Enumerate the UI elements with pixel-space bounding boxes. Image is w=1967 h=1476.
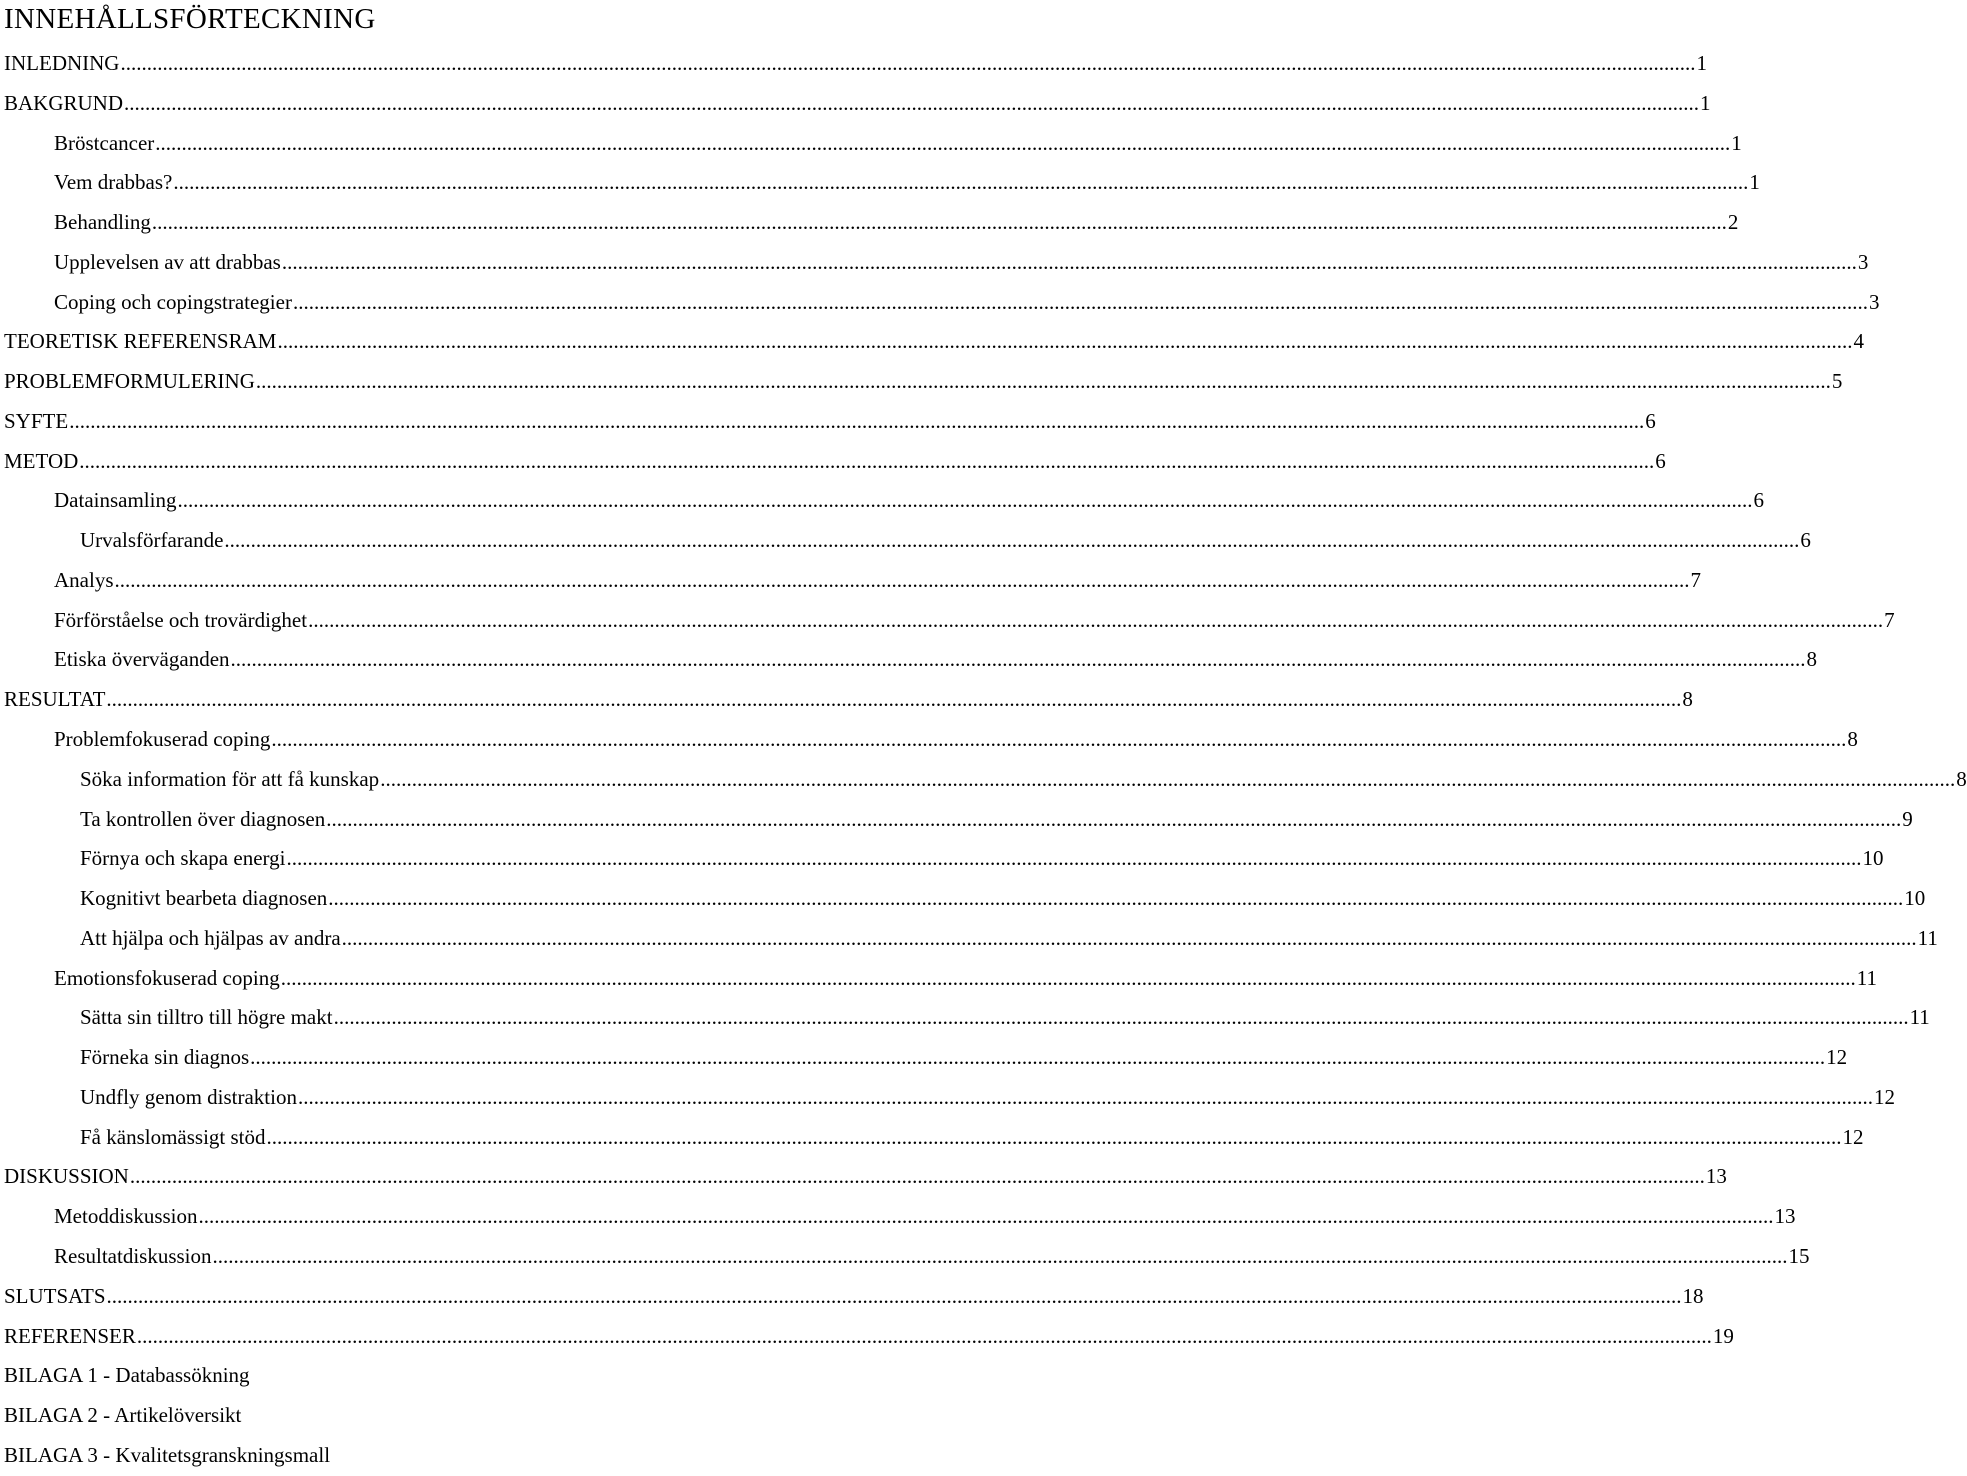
toc-entry[interactable] [0,1277,1704,1317]
toc-entry-page-number: 8 [1956,766,1967,791]
toc-entry-label: Coping och copingstrategier [54,289,292,314]
toc-entry-label: Urvalsförfarande [80,528,224,553]
toc-dot-leader: ............................................................................................................................................................................................................................................................................................................ [326,806,1902,831]
toc-dot-leader: ............................................................................................................................................................................................................................................................................................................ [224,528,1800,553]
toc-entry-label: Behandling [54,210,151,235]
toc-dot-leader: ............................................................................................................................................................................................................................................................................................................ [106,687,1682,712]
toc-entry-page-number: 6 [1645,408,1656,433]
toc-dot-leader: ............................................................................................................................................................................................................................................................................................................ [333,1005,1909,1030]
toc-entry[interactable] [0,521,1811,561]
toc-entry-page-number: 12 [1842,1124,1864,1149]
toc-entry-page-number: 4 [1853,329,1864,354]
toc-entry[interactable] [0,402,1656,442]
toc-entry-page-number: 11 [1917,925,1938,950]
toc-entry-label: Sätta sin tilltro till högre makt [80,1005,333,1030]
toc-entry-page-number: 19 [1712,1323,1734,1348]
toc-entry-page-number: 13 [1705,1164,1727,1189]
toc-entry[interactable] [0,601,1895,641]
toc-dot-leader: ............................................................................................................................................................................................................................................................................................................ [114,567,1690,592]
toc-entry-page-number: 12 [1826,1045,1848,1070]
toc-dot-leader: ............................................................................................................................................................................................................................................................................................................ [230,647,1806,672]
toc-dot-leader: ............................................................................................................................................................................................................................................................................................................ [129,1164,1705,1189]
toc-dot-leader: ............................................................................................................................................................................................................................................................................................................ [106,1283,1682,1308]
toc-dot-leader: ............................................................................................................................................................................................................................................................................................................ [286,846,1862,871]
toc-dot-leader: ............................................................................................................................................................................................................................................................................................................ [151,210,1727,235]
toc-entry[interactable] [0,203,1739,243]
toc-entry-label: Förnya och skapa energi [80,846,286,871]
toc-entry[interactable] [0,879,1926,919]
toc-entry-label: Problemfokuserad coping [54,727,271,752]
toc-entry-page-number: 3 [1857,249,1869,274]
toc-entry-page-number: 6 [1800,528,1811,553]
toc-dot-leader: ............................................................................................................................................................................................................................................................................................................ [120,51,1696,75]
toc-entry-label: Upplevelsen av att drabbas [54,249,281,274]
toc-entry-label: Förneka sin diagnos [80,1045,250,1070]
toc-entry[interactable] [0,1396,960,1436]
toc-entry-page-number: 6 [1655,448,1666,473]
toc-entry-page-number: 11 [1856,965,1877,990]
toc-entry-page-number: 13 [1774,1204,1796,1229]
toc-entry-page-number: 1 [1749,170,1760,195]
toc-entry-page-number: 2 [1727,210,1739,235]
toc-entry[interactable] [0,163,1760,203]
toc-dot-leader: ............................................................................................................................................................................................................................................................................................................ [173,170,1749,195]
toc-dot-leader: ............................................................................................................................................................................................................................................................................................................ [341,925,1917,950]
toc-entry[interactable] [0,1038,1848,1078]
toc-entry[interactable] [0,1157,1727,1197]
toc-entry[interactable] [0,1197,1796,1237]
toc-entry-label: INLEDNING [4,51,120,75]
toc-dot-leader: ............................................................................................................................................................................................................................................................................................................ [136,1323,1712,1348]
toc-entry-label: BILAGA 1 - Databassökning [4,1363,250,1388]
toc-entry[interactable] [0,243,1869,283]
toc-dot-leader: ............................................................................................................................................................................................................................................................................................................ [69,408,1645,433]
toc-entry-label: Att hjälpa och hjälpas av andra [80,925,341,950]
toc-entry-label: Söka information för att få kunskap [80,766,380,791]
toc-dot-leader: ............................................................................................................................................................................................................................................................................................................ [177,488,1753,513]
toc-dot-leader: ............................................................................................................................................................................................................................................................................................................ [155,130,1731,155]
toc-entry-label: Analys [54,567,114,592]
toc-entry-label: BAKGRUND [4,90,124,115]
toc-entry-label: Metoddiskussion [54,1204,198,1229]
toc-entry[interactable] [0,760,1967,800]
toc-entry[interactable] [0,362,1843,402]
page-title: INNEHÅLLSFÖRTECKNING [4,3,376,35]
toc-entry-page-number: 1 [1696,51,1707,75]
toc-dot-leader: ............................................................................................................................................................................................................................................................................................................ [308,607,1884,632]
toc-entry[interactable] [0,959,1877,999]
toc-entry-page-number: 9 [1902,806,1913,831]
toc-entry-label: Kognitivt bearbeta diagnosen [80,886,328,911]
toc-entry-label: SYFTE [4,408,69,433]
toc-entry[interactable] [0,1356,960,1396]
toc-entry-label: METOD [4,448,79,473]
toc-entry-page-number: 8 [1806,647,1818,672]
toc-entry-page-number: 7 [1884,607,1895,632]
toc-entry[interactable] [0,1118,1864,1158]
toc-entry-label: Undfly genom distraktion [80,1084,297,1109]
toc-entry[interactable] [0,84,1711,124]
toc-entry-page-number: 11 [1909,1005,1930,1030]
toc-entry-label: Datainsamling [54,488,177,513]
toc-entry-label: BILAGA 3 - Kvalitetsgranskningsmall [4,1442,331,1467]
toc-entry-page-number: 1 [1700,90,1711,115]
toc-entry-page-number: 6 [1753,488,1764,513]
toc-entry[interactable] [0,640,1818,680]
toc-dot-leader: ............................................................................................................................................................................................................................................................................................................ [380,766,1956,791]
toc-entry[interactable] [0,839,1884,879]
toc-entry[interactable] [0,44,1707,84]
toc-dot-leader: ............................................................................................................................................................................................................................................................................................................ [124,90,1700,115]
toc-dot-leader: ............................................................................................................................................................................................................................................................................................................ [281,249,1857,274]
toc-entry-label: SLUTSATS [4,1283,106,1308]
toc-entry[interactable] [0,442,1666,482]
toc-entry-label: BILAGA 2 - Artikelöversikt [4,1403,242,1428]
toc-dot-leader: ............................................................................................................................................................................................................................................................................................................ [198,1204,1774,1229]
toc-entry[interactable] [0,561,1701,601]
toc-entry[interactable] [0,1317,1734,1357]
toc-entry-label: DISKUSSION [4,1164,129,1189]
toc-entry-label: Etiska överväganden [54,647,230,672]
toc-entry[interactable] [0,919,1938,959]
toc-entry-page-number: 10 [1862,846,1884,871]
toc-entry[interactable] [0,481,1764,521]
toc-dot-leader: ............................................................................................................................................................................................................................................................................................................ [271,727,1847,752]
toc-entry[interactable] [0,1078,1895,1118]
toc-dot-leader: ............................................................................................................................................................................................................................................................................................................ [328,886,1904,911]
toc-entry[interactable] [0,322,1864,362]
toc-dot-leader: ............................................................................................................................................................................................................................................................................................................ [297,1084,1873,1109]
toc-entry-page-number: 5 [1831,369,1843,394]
toc-dot-leader: ............................................................................................................................................................................................................................................................................................................ [266,1124,1842,1149]
toc-dot-leader: ............................................................................................................................................................................................................................................................................................................ [212,1243,1788,1268]
toc-entry-label: RESULTAT [4,687,106,712]
toc-entry-page-number: 3 [1868,289,1880,314]
toc-entry-label: TEORETISK REFERENSRAM [4,329,277,354]
toc-entry[interactable] [0,800,1913,840]
toc-entry-page-number: 7 [1690,567,1701,592]
toc-entry-label: Ta kontrollen över diagnosen [80,806,326,831]
toc-dot-leader: ............................................................................................................................................................................................................................................................................................................ [280,965,1856,990]
toc-entry[interactable] [0,283,1880,323]
toc-entry-page-number: 8 [1682,687,1693,712]
toc-entry-page-number: 8 [1847,727,1858,752]
toc-entry-page-number: 15 [1788,1243,1810,1268]
toc-entry[interactable] [0,720,1858,760]
toc-entry[interactable] [0,1436,960,1476]
toc-dot-leader: ............................................................................................................................................................................................................................................................................................................ [255,369,1831,394]
toc-list [0,44,1967,1476]
toc-entry-page-number: 12 [1873,1084,1895,1109]
toc-entry[interactable] [0,124,1742,164]
toc-dot-leader: ............................................................................................................................................................................................................................................................................................................ [79,448,1655,473]
toc-entry-page-number: 1 [1731,130,1742,155]
toc-dot-leader: ............................................................................................................................................................................................................................................................................................................ [277,329,1853,354]
toc-entry[interactable] [0,680,1693,720]
toc-entry-label: Förförståelse och trovärdighet [54,607,308,632]
toc-entry-page-number: 10 [1904,886,1926,911]
toc-entry[interactable] [0,1237,1810,1277]
toc-entry-label: Vem drabbas? [54,170,173,195]
toc-entry-label: REFERENSER [4,1323,136,1348]
toc-entry-label: Emotionsfokuserad coping [54,965,280,990]
toc-entry-label: PROBLEMFORMULERING [4,369,255,394]
toc-entry-label: Få känslomässigt stöd [80,1124,266,1149]
toc-entry-label: Resultatdiskussion [54,1243,212,1268]
toc-entry[interactable] [0,998,1930,1038]
toc-dot-leader: ............................................................................................................................................................................................................................................................................................................ [292,289,1868,314]
toc-dot-leader: ............................................................................................................................................................................................................................................................................................................ [250,1045,1826,1070]
toc-entry-label: Bröstcancer [54,130,155,155]
toc-entry-page-number: 18 [1682,1283,1704,1308]
